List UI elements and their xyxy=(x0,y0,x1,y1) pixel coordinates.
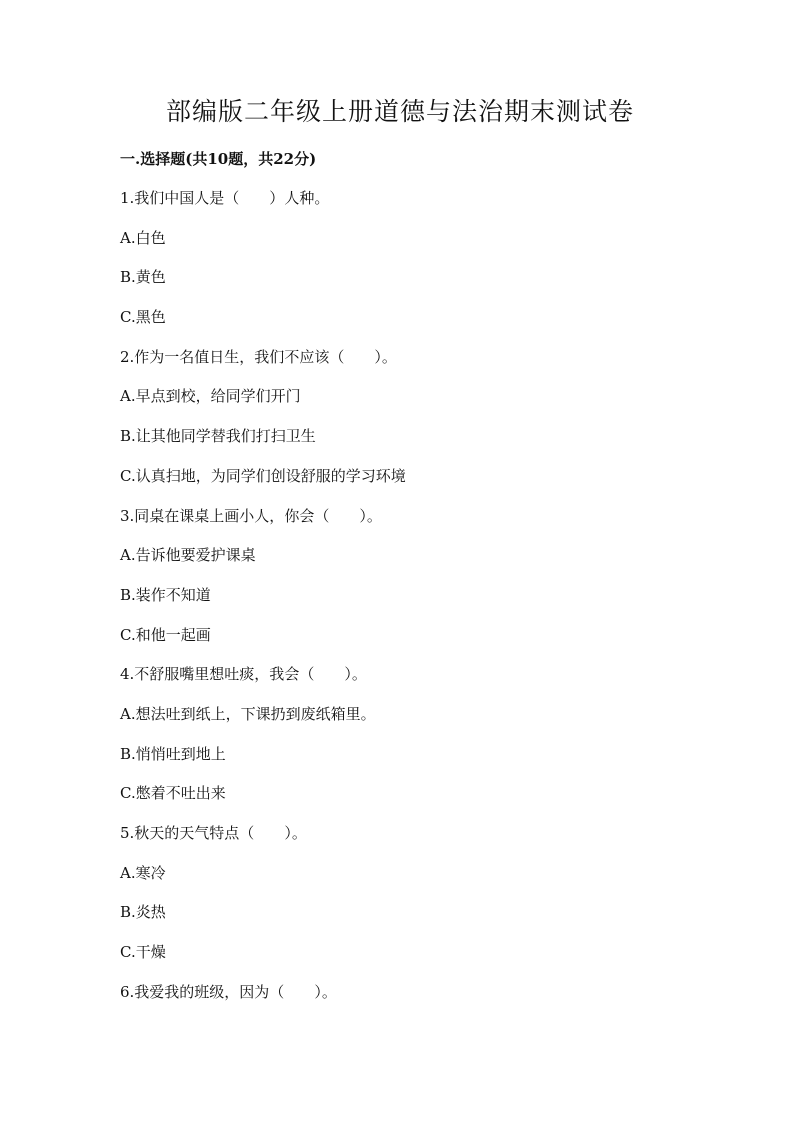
option-5b: B.炎热 xyxy=(120,903,166,922)
option-1b: B.黄色 xyxy=(120,268,166,287)
option-1c: C.黑色 xyxy=(120,308,166,327)
option-5a: A.寒冷 xyxy=(120,863,166,882)
question-4: 4.不舒服嘴里想吐痰，我会（ ）。 xyxy=(120,665,367,684)
option-3b: B.装作不知道 xyxy=(120,585,211,604)
option-2b: B.让其他同学替我们打扫卫生 xyxy=(120,427,316,446)
question-6: 6.我爱我的班级，因为（ ）。 xyxy=(120,982,337,1001)
option-2c: C.认真扫地，为同学们创设舒服的学习环境 xyxy=(120,466,406,485)
question-2: 2.作为一名值日生，我们不应该（ ）。 xyxy=(120,347,397,366)
question-list xyxy=(120,188,720,1021)
option-1a: A.白色 xyxy=(120,228,166,247)
section-heading: 一.选择题(共10题，共22分) xyxy=(120,150,317,168)
option-2a: A.早点到校，给同学们开门 xyxy=(120,387,301,406)
option-4a: A.想法吐到纸上，下课扔到废纸箱里。 xyxy=(120,704,376,723)
page-title: 部编版二年级上册道德与法治期末测试卷 xyxy=(165,97,634,126)
option-5c: C.干燥 xyxy=(120,943,166,962)
question-5: 5.秋天的天气特点（ ）。 xyxy=(120,824,307,842)
question-3: 3.同桌在课桌上画小人，你会（ ）。 xyxy=(120,506,382,525)
question-1: 1.我们中国人是（ ）人种。 xyxy=(120,189,330,207)
option-4c: C.憋着不吐出来 xyxy=(120,784,226,803)
option-3a: A.告诉他要爱护课桌 xyxy=(120,546,256,565)
option-3c: C.和他一起画 xyxy=(120,625,211,644)
option-4b: B.悄悄吐到地上 xyxy=(120,744,226,763)
